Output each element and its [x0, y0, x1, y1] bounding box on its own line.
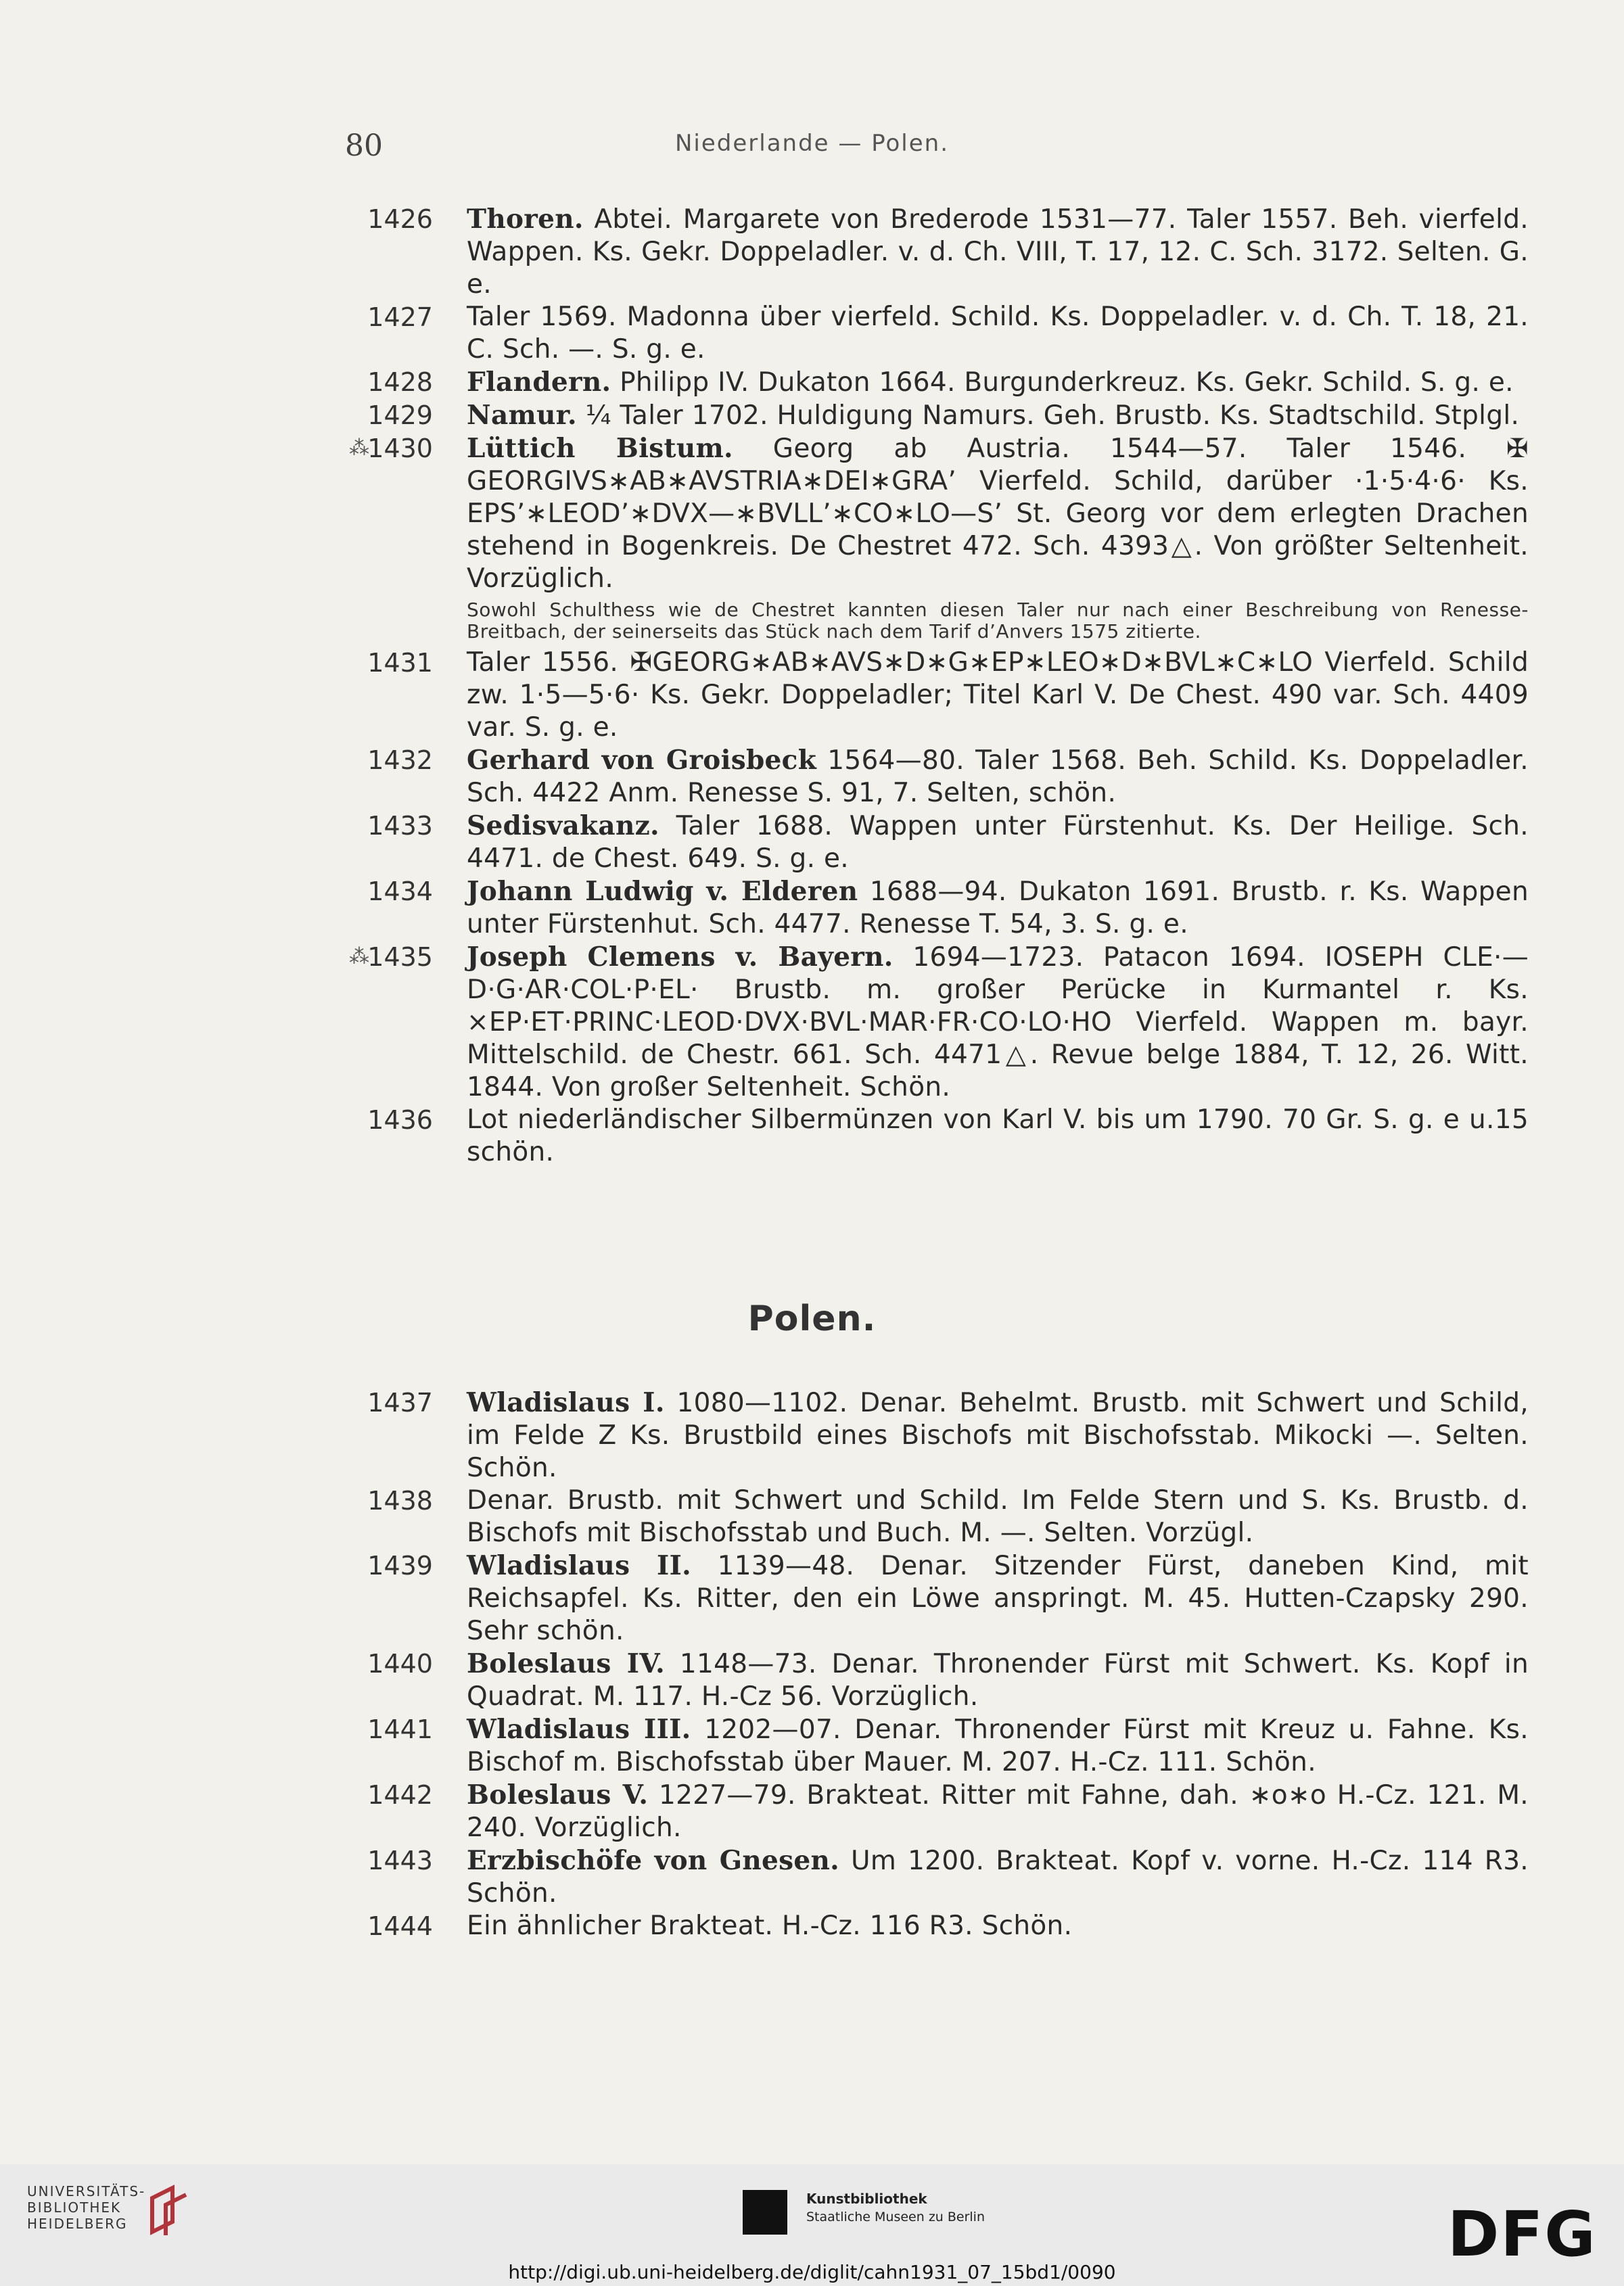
lot-number — [358, 1485, 467, 1517]
lot-text: 1688—94. Dukaton 1691. Brustb. r. Ks. Wappen unter Fürstenhut. Sch. 4477. Renesse T. 54, 3. S. g. e. — [467, 877, 1529, 939]
lot-entry — [349, 941, 1529, 1104]
lot-heading: Johann Ludwig v. Elderen — [467, 876, 858, 907]
lot-entry — [349, 432, 1529, 647]
lot-amount: 15 — [1494, 1104, 1529, 1135]
uh-line-3: HEIDELBERG — [27, 2216, 128, 2232]
rarity-mark-icon: ⁂ — [349, 945, 369, 969]
lot-number — [358, 875, 467, 908]
lot-text: Abtei. Margarete von Brederode 1531—77. Taler 1557. Beh. vierfeld. Wappen. Ks. Gekr. Doppeladler. v. d. Ch. VIII, T. 17, 12. C. Sch. 3172. Selten. G. e. — [467, 204, 1529, 300]
lot-heading: Boleslaus V. — [467, 1779, 649, 1811]
lot-number — [358, 1779, 467, 1811]
lot-description — [467, 1648, 1529, 1713]
lot-number-text: 1440 — [367, 1649, 433, 1679]
lot-description — [467, 1549, 1529, 1648]
lot-number-text: 1427 — [367, 302, 433, 332]
lot-text: Philipp IV. Dukaton 1664. Burgunderkreuz. Ks. Gekr. Schild. S. g. e. — [611, 367, 1514, 398]
source-url[interactable]: http://digi.ub.uni-heidelberg.de/diglit/cahn1931_07_15bd1/0090 — [508, 2261, 1116, 2283]
lot-description — [467, 1485, 1529, 1549]
lot-heading: Flandern. — [467, 367, 611, 398]
lot-number-text: 1428 — [367, 367, 433, 397]
uh-line-1: UNIVERSITÄTS- — [27, 2183, 146, 2199]
lot-entry — [358, 203, 1529, 301]
lot-entry — [358, 301, 1529, 366]
lot-text: 1227—79. Brakteat. Ritter mit Fahne, dah. ∗o∗o H.-Cz. 121. M. 240. Vorzüglich. — [467, 1780, 1529, 1843]
lot-heading: Sedisvakanz. — [467, 810, 659, 841]
lot-entry — [358, 875, 1529, 941]
lot-entry — [358, 1844, 1529, 1910]
lot-text: Lot niederländischer Silbermünzen von Karl V. bis um 1790. 70 Gr. S. g. e u. schön. — [467, 1104, 1495, 1167]
lot-number-text: 1436 — [367, 1105, 433, 1135]
lot-entry — [358, 647, 1529, 744]
lot-text: Ein ähnlicher Brakteat. H.-Cz. 116 R3. Schön. — [467, 1911, 1073, 1941]
lot-number-text: 1430 — [367, 434, 433, 463]
lot-number-text: 1442 — [367, 1780, 433, 1810]
kunstbibliothek-logo-icon — [743, 2190, 787, 2235]
lot-heading: Wladislaus II. — [467, 1550, 692, 1581]
lot-text: 1694—1723. Patacon 1694. IOSEPH CLE·—D·G·AR·COL·P·EL· Brustb. m. großer Perücke in Kurmantel r. Ks. ×EP·ET·PRINC·LEOD·DVX·BVL·MAR·FR·CO·LO·HO Vierfeld. Wappen m. bayr. Mittelschild. de Chestr. 661. Sch. 4471△. Revue belge 1884, T. 12, 26. Witt. 1844. Von großer Seltenheit. Schön. — [467, 942, 1529, 1102]
lot-text: 1564—80. Taler 1568. Beh. Schild. Ks. Doppeladler. Sch. 4422 Anm. Renesse S. 91, 7. Selten, schön. — [467, 745, 1529, 808]
lot-number — [358, 647, 467, 679]
lot-description — [467, 1910, 1529, 1942]
lot-description — [467, 941, 1529, 1104]
lot-text: 1080—1102. Denar. Behelmt. Brustb. mit Schwert und Schild, im Felde Z Ks. Brustbild eines Bischofs mit Bischofsstab. Mikocki —. Selten. Schön. — [467, 1388, 1529, 1483]
rarity-mark-icon: ⁂ — [349, 436, 369, 460]
lot-number — [358, 366, 467, 398]
lot-heading: Lüttich Bistum. — [467, 433, 733, 464]
lot-footnote: Sowohl Schulthess wie de Chestret kannten diesen Taler nur nach einer Beschreibung von Renesse-Breitbach, der seinerseits das Stück nach dem Tarif d’Anvers 1575 zitierte. — [467, 599, 1529, 643]
lot-heading: Gerhard von Groisbeck — [467, 745, 817, 776]
lot-description — [467, 810, 1529, 875]
lot-number-text: 1437 — [367, 1388, 433, 1418]
lot-number-text: 1444 — [367, 1911, 433, 1941]
running-head: Niederlande — Polen. — [674, 130, 950, 157]
lot-number — [358, 301, 467, 333]
lot-number-text: 1426 — [367, 204, 433, 234]
lot-number-text: 1438 — [367, 1486, 433, 1516]
lot-number-text: 1434 — [367, 877, 433, 906]
dfg-logo[interactable]: DFG — [1447, 2198, 1597, 2270]
section-title: Polen. — [747, 1299, 877, 1339]
lot-number — [358, 1844, 467, 1877]
lot-text: 1139—48. Denar. Sitzender Fürst, daneben Kind, mit Reichsapfel. Ks. Ritter, den ein Löwe anspringt. M. 45. Hutten-Czapsky 290. Sehr schön. — [467, 1551, 1529, 1646]
lot-number — [358, 1549, 467, 1582]
lot-heading: Wladislaus III. — [467, 1714, 691, 1745]
lot-number-text: 1439 — [367, 1551, 433, 1581]
lot-number — [358, 1910, 467, 1942]
lot-entry — [358, 810, 1529, 875]
lot-text: 1202—07. Denar. Thronender Fürst mit Kreuz u. Fahne. Ks. Bischof m. Bischofsstab über Mauer. M. 207. H.-Cz. 111. Schön. — [467, 1714, 1529, 1777]
lot-entry — [358, 1713, 1529, 1779]
uni-heidelberg-logo[interactable] — [27, 2183, 145, 2232]
lot-entry — [358, 1485, 1529, 1549]
lot-text: Taler 1556. ✠GEORG∗AB∗AVS∗D∗G∗EP∗LEO∗D∗BVL∗C∗LO Vierfeld. Schild zw. 1·5—5·6· Ks. Gekr. Doppeladler; Titel Karl V. De Chest. 490 var. Sch. 4409 var. S. g. e. — [467, 647, 1529, 743]
kunstbibliothek-logo[interactable] — [806, 2190, 985, 2226]
lot-text: Denar. Brustb. mit Schwert und Schild. Im Felde Stern und S. Ks. Brustb. d. Bischofs mit Bischofsstab und Buch. M. —. Selten. Vorzügl. — [467, 1485, 1529, 1548]
lot-description — [467, 203, 1529, 301]
lot-entry — [358, 744, 1529, 810]
lot-entry — [358, 1549, 1529, 1648]
lot-text: Um 1200. Brakteat. Kopf v. vorne. H.-Cz. 114 R3. Schön. — [467, 1846, 1529, 1909]
lot-description — [467, 366, 1529, 399]
lot-number — [358, 1648, 467, 1680]
lot-entry — [358, 1104, 1529, 1169]
lot-description — [467, 647, 1529, 744]
kb-subtitle: Staatliche Museen zu Berlin — [806, 2210, 985, 2224]
lot-number — [349, 432, 467, 465]
lot-text: Taler 1569. Madonna über vierfeld. Schild. Ks. Doppeladler. v. d. Ch. T. 18, 21. C. Sch. —. S. g. e. — [467, 302, 1529, 365]
uh-line-2: BIBLIOTHEK — [27, 2199, 122, 2216]
lot-number-text: 1441 — [367, 1714, 433, 1744]
lot-number — [358, 1386, 467, 1419]
lot-entry — [358, 1386, 1529, 1485]
lot-number — [358, 203, 467, 235]
lot-number — [358, 1104, 467, 1136]
lot-number — [358, 744, 467, 776]
lot-entry — [358, 399, 1529, 432]
lot-description — [467, 399, 1529, 432]
lot-text: Georg ab Austria. 1544—57. Taler 1546. ✠ GEORGIVS∗AB∗AVSTRIA∗DEI∗GRA’ Vierfeld. Schild, darüber ·1·5·4·6· Ks. EPS’∗LEOD’∗DVX—∗BVLL’∗CO∗LO—S’ St. Georg vor dem erlegten Drachen stehend in Bogenkreis. De Chestret 472. Sch. 4393△. Von größter Seltenheit. Vorzüglich. — [467, 434, 1529, 594]
lot-description — [467, 1386, 1529, 1485]
lot-description — [467, 875, 1529, 941]
lot-heading: Joseph Clemens v. Bayern. — [467, 941, 894, 973]
lot-description — [467, 1779, 1529, 1844]
lot-number-text: 1429 — [367, 400, 433, 430]
lot-heading: Erzbischöfe von Gnesen. — [467, 1845, 840, 1876]
lot-text: 1148—73. Denar. Thronender Fürst mit Schwert. Ks. Kopf in Quadrat. M. 117. H.-Cz 56. Vorzüglich. — [467, 1649, 1529, 1712]
lot-entry — [358, 366, 1529, 399]
lot-entry — [358, 1648, 1529, 1713]
lot-number — [358, 1713, 467, 1746]
entries-niederlande — [349, 203, 1529, 1169]
lot-description — [467, 301, 1529, 366]
entries-polen — [358, 1386, 1529, 1942]
uh-emblem-icon — [145, 2185, 193, 2239]
lot-number — [349, 941, 467, 973]
lot-number-text: 1433 — [367, 811, 433, 841]
lot-description — [467, 1104, 1529, 1169]
lot-heading: Wladislaus I. — [467, 1387, 665, 1418]
lot-text: ¼ Taler 1702. Huldigung Namurs. Geh. Brustb. Ks. Stadtschild. Stplgl. — [576, 400, 1520, 431]
lot-number-text: 1431 — [367, 648, 433, 678]
lot-description — [467, 744, 1529, 810]
lot-number — [358, 399, 467, 431]
lot-description — [467, 1713, 1529, 1779]
lot-text: Taler 1688. Wappen unter Fürstenhut. Ks. Der Heilige. Sch. 4471. de Chest. 649. S. g. e. — [467, 811, 1529, 874]
lot-entry — [358, 1910, 1529, 1942]
lot-number-text: 1435 — [367, 942, 433, 972]
lot-heading: Thoren. — [467, 204, 584, 235]
page-number: 80 — [345, 129, 383, 163]
lot-number-text: 1432 — [367, 745, 433, 775]
lot-description — [467, 1844, 1529, 1910]
kb-name: Kunstbibliothek — [806, 2191, 927, 2207]
lot-description — [467, 432, 1529, 647]
lot-number — [358, 810, 467, 842]
lot-heading: Boleslaus IV. — [467, 1648, 665, 1679]
lot-number-text: 1443 — [367, 1846, 433, 1875]
lot-heading: Namur. — [467, 400, 577, 431]
lot-entry — [358, 1779, 1529, 1844]
